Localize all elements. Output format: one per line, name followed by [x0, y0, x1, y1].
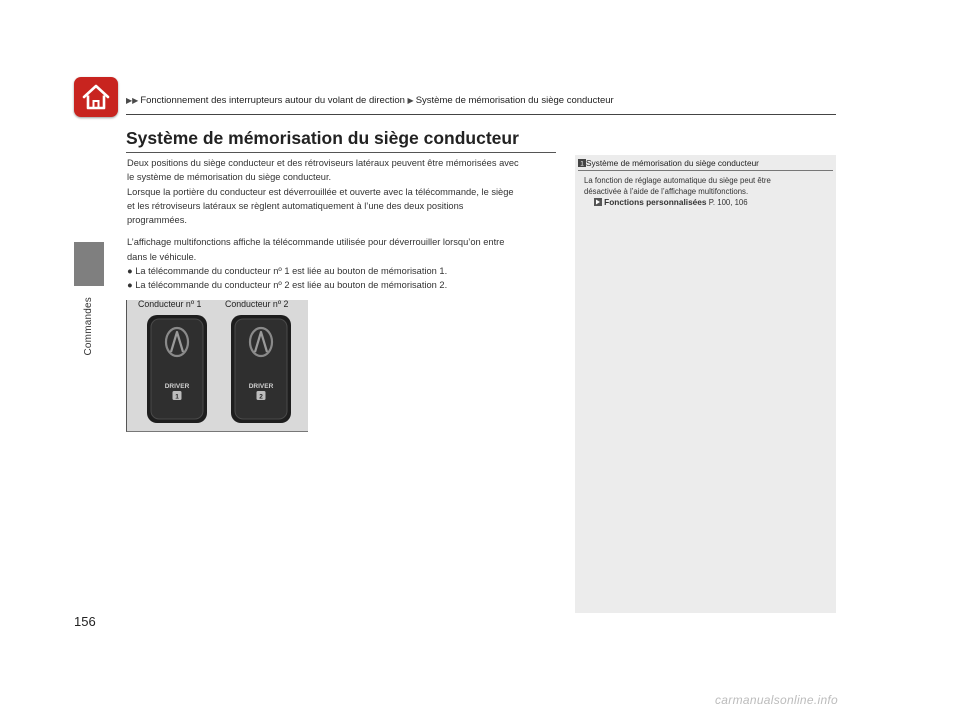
home-icon — [81, 82, 111, 112]
note-divider — [578, 170, 833, 171]
body-line: le système de mémorisation du siège conducteur. — [127, 172, 332, 183]
note-text: désactivée à l’aide de l’affichage multifonctions. — [584, 187, 749, 196]
reference-link-icon — [594, 198, 602, 206]
bullet-text: La télécommande du conducteur nº 2 est liée au bouton de mémorisation 2. — [135, 280, 448, 291]
body-line: Lorsque la portière du conducteur est déverrouillée et ouverte avec la télécommande, le siège — [127, 186, 514, 197]
arrow-right-icon: ▶ — [407, 96, 414, 105]
reference-link-label: Fonctions personnalisées — [604, 197, 707, 207]
fob-number: 2 — [259, 393, 263, 401]
watermark: carmanualsonline.info — [715, 693, 839, 707]
header-divider — [126, 114, 836, 115]
body-line: dans le véhicule. — [127, 251, 197, 262]
key-fob-driver-1 — [146, 314, 208, 424]
note-text: La fonction de réglage automatique du siège peut être — [584, 176, 771, 185]
bullet-icon: ● — [127, 266, 133, 277]
body-line: programmées. — [127, 215, 187, 226]
list-item — [127, 278, 559, 292]
reference-link-pages: P. 100, 106 — [708, 198, 748, 207]
home-button[interactable] — [74, 77, 118, 117]
fob-label: DRIVER — [248, 383, 274, 390]
note-header — [578, 158, 759, 168]
breadcrumb-item-switches[interactable]: Fonctionnement des interrupteurs autour du volant de direction — [140, 95, 405, 106]
breadcrumb — [126, 95, 614, 106]
title-underline — [126, 152, 556, 153]
note-icon — [578, 159, 586, 167]
note-title: Système de mémorisation du siège conducteur — [586, 158, 759, 168]
list-item — [127, 264, 559, 278]
body-line: L’affichage multifonctions affiche la télécommande utilisée pour déverrouiller lorsqu’on entre — [127, 237, 505, 248]
arrow-right-icon: ▶▶ — [126, 96, 139, 105]
section-tab-label: Commandes — [83, 297, 94, 356]
fob-number: 1 — [175, 393, 179, 401]
page-number: 156 — [74, 614, 96, 629]
note-body — [584, 175, 824, 208]
breadcrumb-item-seat-memory[interactable]: Système de mémorisation du siège conducteur — [415, 95, 614, 106]
figure-label-driver-1: Conducteur nº 1 — [138, 299, 202, 309]
figure-label-driver-2: Conducteur nº 2 — [225, 299, 289, 309]
bullet-text: La télécommande du conducteur nº 1 est liée au bouton de mémorisation 1. — [135, 266, 448, 277]
key-fob-driver-2 — [230, 314, 292, 424]
page-title: Système de mémorisation du siège conducteur — [126, 128, 519, 148]
body-text — [127, 156, 559, 293]
section-tab-marker — [74, 242, 104, 286]
body-line: Deux positions du siège conducteur et des rétroviseurs latéraux peuvent être mémorisées avec — [127, 158, 519, 168]
note-panel — [575, 155, 836, 613]
body-line: et les rétroviseurs latéraux se règlent automatiquement à l’une des deux positions — [127, 200, 464, 211]
fob-label: DRIVER — [164, 383, 190, 390]
bullet-icon: ● — [127, 280, 133, 291]
reference-link[interactable] — [584, 197, 824, 208]
svg-text:1: 1 — [580, 160, 584, 167]
